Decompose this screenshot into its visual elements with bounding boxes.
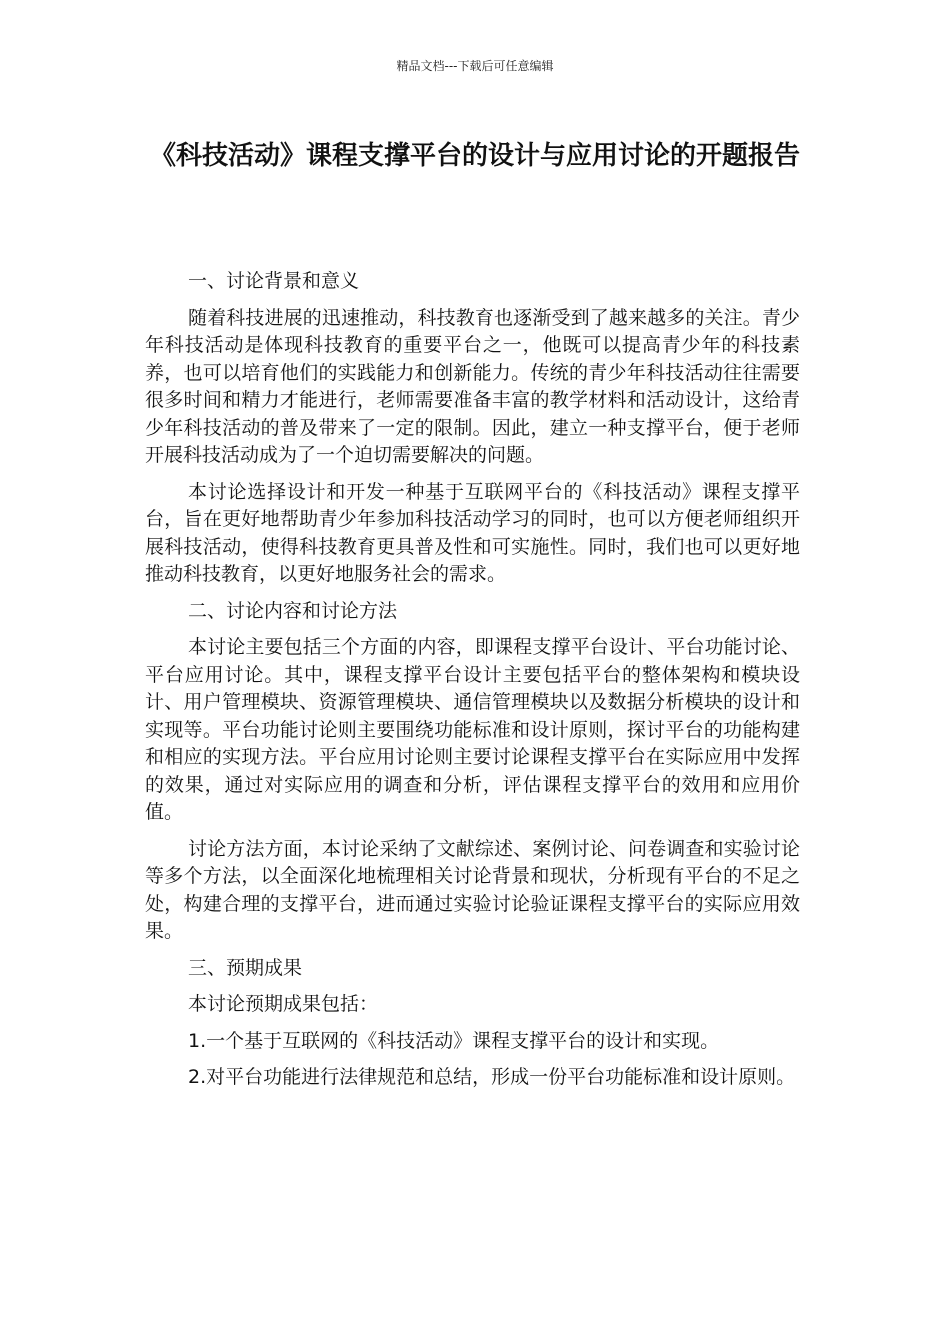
paragraph-background-1: 随着科技进展的迅速推动，科技教育也逐渐受到了越来越多的关注。青少年科技活动是体现科技教育的重要平台之一，他既可以提高青少年的科技素养，也可以培育他们的实践能力和创新能力。传统的青少年科技活动往往需要很多时间和精力才能进行，老师需要准备丰富的教学材料和活动设计，这给青少年科技活动的普及带来了一定的限制。因此，建立一种支撑平台，便于老师开展科技活动成为了一个迫切需要解决的问题。 (145, 306, 800, 466)
paragraph-background-2: 本讨论选择设计和开发一种基于互联网平台的《科技活动》课程支撑平台，旨在更好地帮助青少年参加科技活动学习的同时，也可以方便老师组织开展科技活动，使得科技教育更具普及性和可实施性。同时，我们也可以更好地推动科技教育，以更好地服务社会的需求。 (145, 480, 800, 585)
list-item-result-1: 1.一个基于互联网的《科技活动》课程支撑平台的设计和实现。 (188, 1029, 720, 1052)
header-note: 精品文档---下载后可任意编辑 (396, 59, 554, 73)
paragraph-results-intro: 本讨论预期成果包括： (188, 993, 379, 1015)
paragraph-content-1: 本讨论主要包括三个方面的内容，即课程支撑平台设计、平台功能讨论、平台应用讨论。其中，课程支撑平台设计主要包括平台的整体架构和模块设计、用户管理模块、资源管理模块、通信管理模块以及数据分析模块的设计和实现等。平台功能讨论则主要围绕功能标准和设计原则，探讨平台的功能构建和相应的实现方法。平台应用讨论则主要讨论课程支撑平台在实际应用中发挥的效果，通过对实际应用的调查和分析，评估课程支撑平台的效用和应用价值。 (145, 636, 800, 823)
paragraph-method-2: 讨论方法方面，本讨论采纳了文献综述、案例讨论、问卷调查和实验讨论等多个方法，以全面深化地梳理相关讨论背景和现状，分析现有平台的不足之处，构建合理的支撑平台，进而通过实验讨论验证课程支撑平台的实际应用效果。 (145, 837, 800, 942)
document-title: 《科技活动》课程支撑平台的设计与应用讨论的开题报告 (149, 141, 800, 171)
section-heading-content-method: 二、讨论内容和讨论方法 (188, 599, 398, 622)
section-heading-expected-results: 三、预期成果 (188, 956, 303, 979)
list-item-result-2: 2.对平台功能进行法律规范和总结，形成一份平台功能标准和设计原则。 (188, 1066, 796, 1088)
section-heading-background: 一、讨论背景和意义 (188, 270, 360, 292)
document-body (145, 268, 800, 1101)
